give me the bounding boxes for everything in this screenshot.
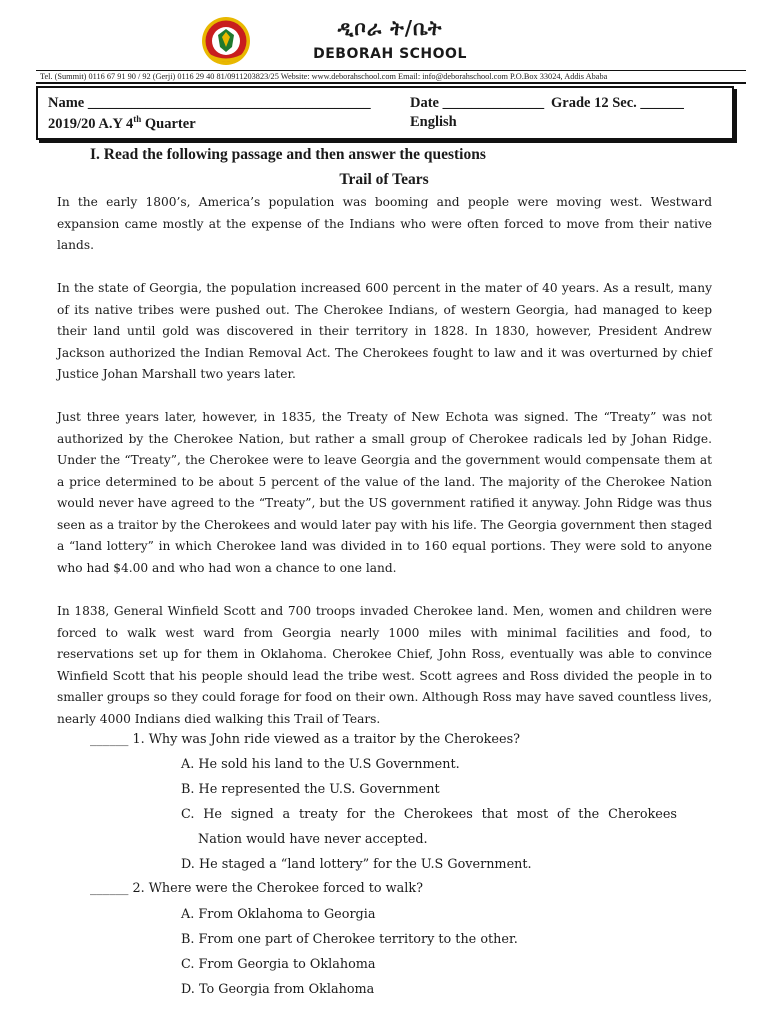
school-name-amharic: ዲቦራ ት/ቤት <box>337 16 443 40</box>
header-rule-top <box>36 70 746 71</box>
passage-paragraph-1: In the early 1800’s, America’s population was booming and people were moving west. Westward expansion came mostly at the expense of the Indians who were often forced to move from their native lands. <box>57 195 712 252</box>
academic-year-suffix: Quarter <box>141 115 196 132</box>
question-1-option-c-continued: Nation would have never accepted. <box>198 832 428 847</box>
question-2-option-d[interactable]: D. To Georgia from Oklahoma <box>181 982 375 997</box>
date-field[interactable]: Date ______________ <box>410 95 545 111</box>
contact-line: Tel. (Summit) 0116 67 91 90 / 92 (Gerji) 0116 29 40 81/0911203823/25 Website: www.deborahschool.com Email: info@deborahschool.com P.O.Box 33024, Addis Ababa <box>40 72 608 81</box>
name-field[interactable]: Name _______________________________________ <box>48 95 371 111</box>
academic-year-ordinal: th <box>133 114 142 124</box>
academic-year-prefix: 2019/20 A.Y 4 <box>48 115 134 132</box>
student-info-box <box>36 86 734 140</box>
question-2-option-c[interactable]: C. From Georgia to Oklahoma <box>181 957 376 972</box>
academic-year <box>48 114 196 133</box>
grade-section-field[interactable]: Grade 12 Sec. ______ <box>551 95 684 111</box>
school-name: DEBORAH SCHOOL <box>313 46 467 62</box>
question-2-option-a[interactable]: A. From Oklahoma to Georgia <box>181 907 376 922</box>
question-1-option-c[interactable]: C. He signed a treaty for the Cherokees that most of the Cherokees <box>181 807 677 822</box>
passage-paragraph-4: In 1838, General Winfield Scott and 700 troops invaded Cherokee land. Men, women and children were forced to walk west ward from Georgia nearly 1000 miles with minimal facilities and food, to reservations set up for them in Oklahoma. Cherokee Chief, John Ross, eventually was able to convince Winfield Scott that his people should lead the tribe west. Scott agrees and Ross divided the people in to smaller groups so they could forage for food on their own. Although Ross may have saved countless lives, nearly 4000 Indians died walking this Trail of Tears. <box>57 604 712 726</box>
school-crest-icon <box>201 16 251 66</box>
passage-paragraph-3: Just three years later, however, in 1835, the Treaty of New Echota was signed. The “Treaty” was not authorized by the Cherokee Nation, but rather a small group of Cherokee radicals led by Johan Ridge. Under the “Treaty”, the Cherokee were to leave Georgia and the government would compensate them at a price determined to be about 5 percent of the value of the land. The majority of the Cherokee Nation would never have agreed to the “Treaty”, but the US government ratified it anyway. John Ridge was thus seen as a traitor by the Cherokees and would later pay with his life. The Georgia government then staged a “land lottery” in which Cherokee land was divided in to 160 equal portions. They were sold to anyone who had $4.00 and who had won a chance to one land. <box>57 410 712 575</box>
question-1-option-a[interactable]: A. He sold his land to the U.S Government. <box>181 757 460 772</box>
subject-label: English <box>410 114 457 130</box>
question-1-option-d[interactable]: D. He staged a “land lottery” for the U.S Government. <box>181 857 532 872</box>
section-heading: I. Read the following passage and then answer the questions <box>90 146 486 163</box>
question-1: ______ 1. Why was John ride viewed as a traitor by the Cherokees? <box>90 732 521 747</box>
passage-title: Trail of Tears <box>339 171 429 188</box>
question-2-option-b[interactable]: B. From one part of Cherokee territory to the other. <box>181 932 518 947</box>
question-1-option-b[interactable]: B. He represented the U.S. Government <box>181 782 440 797</box>
question-2: ______ 2. Where were the Cherokee forced to walk? <box>90 881 423 896</box>
passage-paragraph-2: In the state of Georgia, the population increased 600 percent in the mater of 40 years. As a result, many of its native tribes were pushed out. The Cherokee Indians, of western Georgia, had managed to keep their land until gold was discovered in their territory in 1828. In 1830, however, President Andrew Jackson authorized the Indian Removal Act. The Cherokees fought to law and it was overturned by chief Justice Johan Marshall two years later. <box>57 281 712 381</box>
header-rule <box>36 82 746 84</box>
